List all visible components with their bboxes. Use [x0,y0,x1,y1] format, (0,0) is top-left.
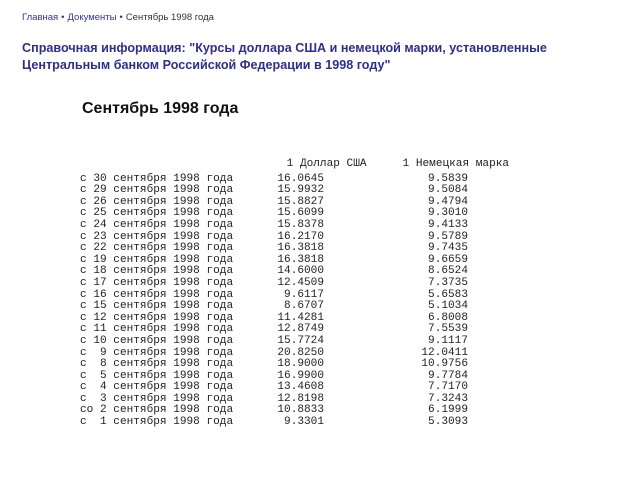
table-row [80,278,509,290]
dem-rate: 7.5539 [428,323,468,336]
rate-date: с 22 сентября 1998 года [80,242,234,255]
usd-rate: 10.8833 [277,404,324,417]
rate-date: с 1 сентября 1998 года [80,416,234,429]
dem-rate: 6.1999 [428,404,468,417]
rate-date: с 9 сентября 1998 года [80,346,234,359]
rate-date: с 25 сентября 1998 года [80,207,234,220]
dem-rate: 9.5084 [428,184,468,197]
rate-date: с 5 сентября 1998 года [80,369,234,382]
usd-rate: 16.2170 [277,230,324,243]
usd-rate: 9.6117 [284,288,324,301]
rate-date: с 12 сентября 1998 года [80,311,234,324]
rate-date: с 19 сентября 1998 года [80,253,234,266]
dem-rate: 9.4133 [428,218,468,231]
dem-rate: 9.7784 [428,369,468,382]
rate-date: с 11 сентября 1998 года [80,323,234,336]
breadcrumb-documents-link[interactable]: Документы [67,12,117,23]
dem-rate: 7.3243 [428,392,468,405]
rate-date: с 30 сентября 1998 года [80,172,234,185]
usd-rate: 18.9000 [277,358,324,371]
breadcrumb-current: Сентябрь 1998 года [125,12,214,23]
usd-rate: 9.3301 [284,416,324,429]
table-row [80,417,509,429]
breadcrumb-separator: • [119,12,123,23]
usd-rate: 20.8250 [277,346,324,359]
dem-rate: 8.6524 [428,265,468,278]
rates-body [80,174,509,429]
usd-rate: 12.4509 [277,276,324,289]
rate-date: с 29 сентября 1998 года [80,184,234,197]
usd-rate: 15.8827 [277,195,324,208]
usd-rate: 16.9900 [277,369,324,382]
table-row [80,243,509,255]
rate-date: с 24 сентября 1998 года [80,218,234,231]
rate-date: с 23 сентября 1998 года [80,230,234,243]
usd-rate: 12.8198 [277,392,324,405]
dem-rate: 7.7170 [428,381,468,394]
dem-rate: 7.3735 [428,276,468,289]
breadcrumb [22,12,214,24]
table-row [80,301,509,313]
rate-date: со 2 сентября 1998 года [80,404,234,417]
dem-rate: 10.9756 [421,358,468,371]
page-title: Справочная информация: "Курсы доллара США и немецкой марки, установленные Центральным банком Российской Федерации в 1998 году" [22,41,547,72]
dem-rate: 12.0411 [421,346,468,359]
dem-rate: 5.3093 [428,416,468,429]
rate-date: с 4 сентября 1998 года [80,381,234,394]
usd-rate: 15.8378 [277,218,324,231]
usd-rate: 8.6707 [284,300,324,313]
usd-rate: 13.4608 [277,381,324,394]
rate-date: с 16 сентября 1998 года [80,288,234,301]
usd-rate: 15.6099 [277,207,324,220]
usd-rate: 14.6000 [277,265,324,278]
dem-rate: 9.5839 [428,172,468,185]
table-row [80,359,509,371]
table-row [80,220,509,232]
rate-date: с 17 сентября 1998 года [80,276,234,289]
usd-rate: 16.3818 [277,242,324,255]
dem-rate: 9.7435 [428,242,468,255]
rate-date: с 3 сентября 1998 года [80,392,234,405]
dem-rate: 9.1117 [428,334,468,347]
usd-rate: 11.4281 [277,311,324,324]
rate-date: с 8 сентября 1998 года [80,358,234,371]
rate-date: с 26 сентября 1998 года [80,195,234,208]
breadcrumb-separator: • [61,12,65,23]
section-heading: Сентябрь 1998 года [82,100,239,117]
breadcrumb-home-link[interactable]: Главная [22,12,59,23]
dem-rate: 9.4794 [428,195,468,208]
dem-rate: 9.3010 [428,207,468,220]
usd-rate: 15.9932 [277,184,324,197]
rate-date: с 15 сентября 1998 года [80,300,234,313]
usd-rate: 16.3818 [277,253,324,266]
rate-date: с 10 сентября 1998 года [80,334,234,347]
rates-table [80,147,509,429]
dem-column-header: 1 Немецкая марка [402,157,510,170]
dem-rate: 5.6583 [428,288,468,301]
rates-header-row [80,147,510,170]
usd-column-header: 1 Доллар США [286,157,367,170]
usd-rate: 15.7724 [277,334,324,347]
dem-rate: 9.5789 [428,230,468,243]
dem-rate: 6.8008 [428,311,468,324]
usd-rate: 12.8749 [277,323,324,336]
dem-rate: 9.6659 [428,253,468,266]
table-row [80,336,509,348]
usd-rate: 16.0645 [277,172,324,185]
dem-rate: 5.1034 [428,300,468,313]
rate-date: с 18 сентября 1998 года [80,265,234,278]
